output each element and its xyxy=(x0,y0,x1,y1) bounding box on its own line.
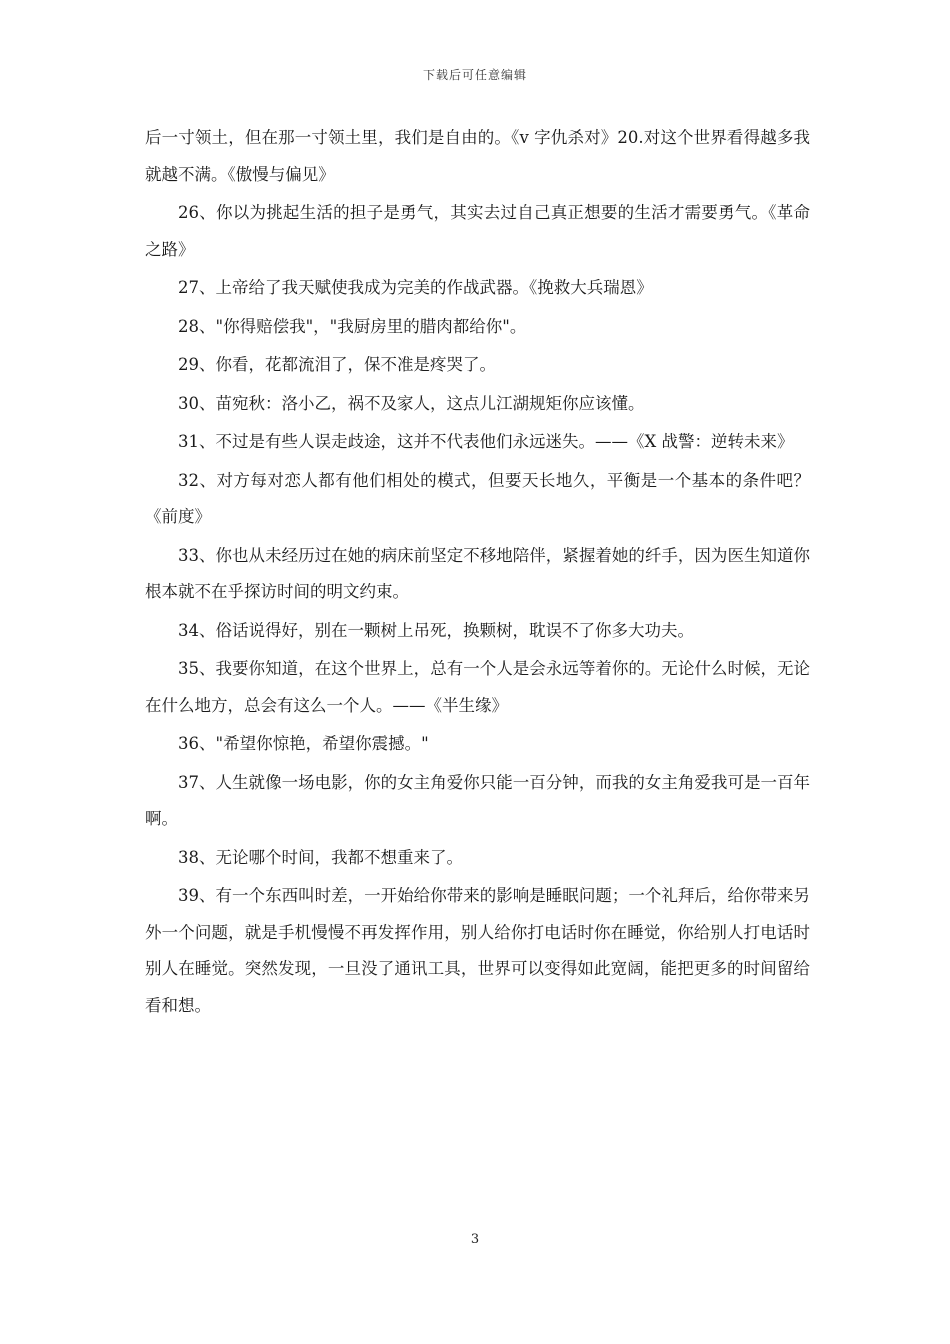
paragraph: 28、"你得赔偿我"，"我厨房里的腊肉都给你"。 xyxy=(178,316,527,336)
page-header: 下载后可任意编辑 xyxy=(422,68,527,82)
paragraph: 26、你以为挑起生活的担子是勇气，其实去过自己真正想要的生活才需要勇气。《革命之路》 xyxy=(145,203,810,259)
paragraph: 33、你也从未经历过在她的病床前坚定不移地陪伴，紧握着她的纤手，因为医生知道你根本就不在乎探访时间的明文约束。 xyxy=(145,545,810,601)
page-number: 3 xyxy=(470,1232,480,1247)
paragraph: 37、人生就像一场电影，你的女主角爱你只能一百分钟，而我的女主角爱我可是一百年啊。 xyxy=(145,772,810,828)
paragraph: 29、你看，花都流泪了，保不准是疼哭了。 xyxy=(178,355,496,374)
paragraph: 27、上帝给了我天赋使我成为完美的作战武器。《挽救大兵瑞恩》 xyxy=(178,278,653,297)
paragraph: 39、有一个东西叫时差，一开始给你带来的影响是睡眠问题；一个礼拜后，给你带来另外一个问题，就是手机慢慢不再发挥作用，别人给你打电话时你在睡觉，你给别人打电话时别人在睡觉。突然发现，一旦没了通讯工具，世界可以变得如此宽阔，能把更多的时间留给看和想。 xyxy=(145,886,810,1015)
paragraph: 34、俗话说得好，别在一颗树上吊死，换颗树，耽误不了你多大功夫。 xyxy=(178,620,694,640)
paragraph: 31、不过是有些人误走歧途，这并不代表他们永远迷失。——《X 战警：逆转未来》 xyxy=(178,432,794,451)
paragraph: 后一寸领土，但在那一寸领土里，我们是自由的。《v 字仇杀对》20.对这个世界看得越多我就越不满。《傲慢与偏见》 xyxy=(145,128,810,184)
paragraph: 30、苗宛秋：洛小乙，祸不及家人，这点儿江湖规矩你应该懂。 xyxy=(178,393,645,413)
document-body xyxy=(145,120,810,1026)
paragraph: 36、"希望你惊艳，希望你震撼。" xyxy=(178,734,429,753)
paragraph: 32、对方每对恋人都有他们相处的模式，但要天长地久，平衡是一个基本的条件吧？《前度》 xyxy=(145,470,810,526)
paragraph: 38、无论哪个时间，我都不想重来了。 xyxy=(178,847,463,867)
paragraph: 35、我要你知道，在这个世界上，总有一个人是会永远等着你的。无论什么时候，无论在什么地方，总会有这么一个人。——《半生缘》 xyxy=(145,659,810,715)
